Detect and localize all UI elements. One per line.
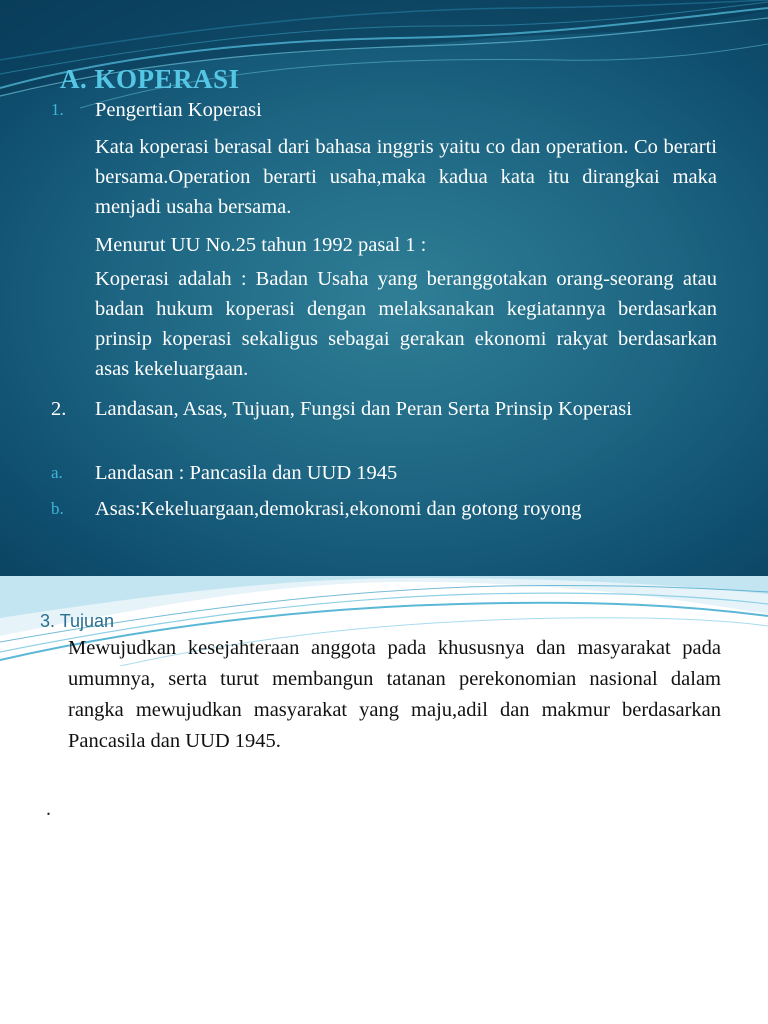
list-item-text: Pengertian Koperasi <box>95 99 262 121</box>
paragraph-text: Menurut UU No.25 tahun 1992 pasal 1 : <box>95 234 427 256</box>
list-item-text: Asas:Kekeluargaan,demokrasi,ekonomi dan gotong royong <box>95 498 582 520</box>
paragraph-uu-reference <box>95 230 725 260</box>
list-marker: 2. <box>51 398 67 420</box>
paragraph-definition <box>95 132 717 222</box>
list-item-asas <box>51 494 735 524</box>
list-marker: a. <box>51 463 63 482</box>
slide-tujuan <box>0 576 768 1024</box>
list-item-landasan <box>51 458 725 488</box>
list-item-landasan-asas <box>51 394 717 424</box>
list-marker: b. <box>51 499 64 518</box>
list-item-text: Landasan, Asas, Tujuan, Fungsi dan Peran Serta Prinsip Koperasi <box>95 398 632 420</box>
paragraph-text: Kata koperasi berasal dari bahasa inggris yaitu co dan operation. Co berarti bersama.Operation berarti usaha,maka kadua kata itu dirangkai maka menjadi usaha bersama. <box>95 136 717 218</box>
list-marker: 1. <box>51 100 64 119</box>
body-paragraph: Mewujudkan kesejahteraan anggota pada khususnya dan masyarakat pada umumnya, serta turut membangun tatanan perekonomian nasional dalam rangka mewujudkan masyarakat yang maju,adil dan makmur berdasarkan Pancasila dan UUD 1945. <box>68 637 721 752</box>
trailing-dot: . <box>46 798 51 820</box>
paragraph-text: Koperasi adalah : Badan Usaha yang beranggotakan orang-seorang atau badan hukum koperasi dengan melaksanakan kegiatannya berdasarkan prinsip koperasi sekaligus sebagai gerakan ekonomi rakyat berdasarkan asas kekeluargaan. <box>95 268 717 380</box>
section-heading: 3. Tujuan <box>40 611 115 631</box>
list-item-text: Landasan : Pancasila dan UUD 1945 <box>95 462 398 484</box>
paragraph-koperasi-adalah <box>95 264 717 384</box>
slide-title: A. KOPERASI <box>60 64 240 94</box>
list-item-pengertian <box>51 95 725 125</box>
